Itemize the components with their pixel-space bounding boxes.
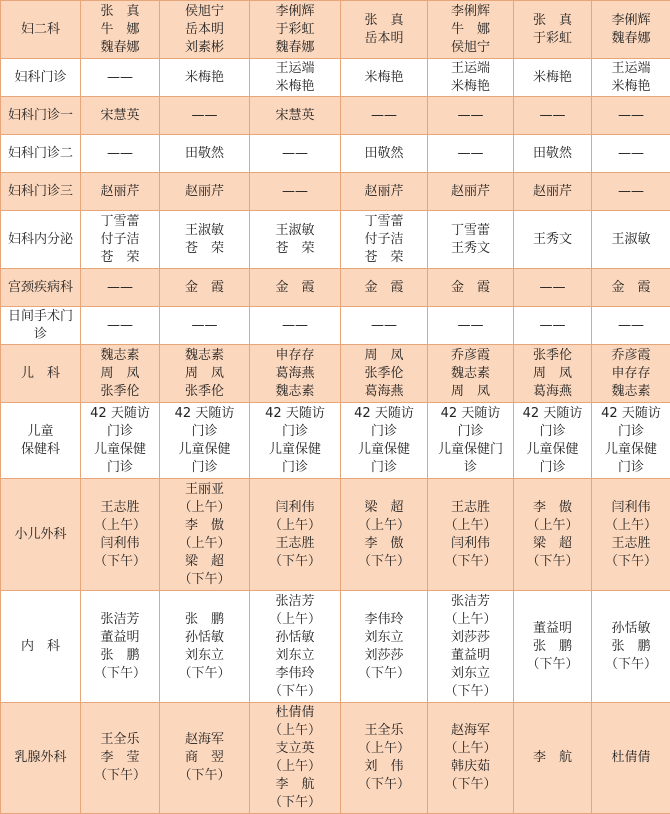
department-cell: 日间手术门诊 bbox=[1, 307, 81, 345]
table-row bbox=[1, 703, 670, 814]
doctor-cell: —— bbox=[592, 173, 670, 211]
doctor-cell: 李俐辉 牛 娜 侯旭宁 bbox=[428, 1, 514, 59]
table-row bbox=[1, 1, 670, 59]
department-cell: 妇科门诊三 bbox=[1, 173, 81, 211]
table-row bbox=[1, 211, 670, 269]
department-cell: 妇科门诊 bbox=[1, 59, 81, 97]
doctor-cell: 田敬然 bbox=[160, 135, 250, 173]
doctor-cell: 42 天随访 门诊 儿童保健 门诊 bbox=[514, 403, 592, 479]
doctor-cell: 申存存 葛海燕 魏志素 bbox=[250, 345, 341, 403]
doctor-cell: —— bbox=[250, 173, 341, 211]
doctor-cell: —— bbox=[514, 97, 592, 135]
schedule-body bbox=[1, 1, 670, 814]
table-row bbox=[1, 403, 670, 479]
department-cell: 儿 科 bbox=[1, 345, 81, 403]
doctor-cell: —— bbox=[341, 97, 428, 135]
doctor-cell: 金 霞 bbox=[250, 269, 341, 307]
doctor-cell: 丁雪蕾 王秀文 bbox=[428, 211, 514, 269]
doctor-cell: 王淑敏 苍 荣 bbox=[250, 211, 341, 269]
doctor-cell: 王运端 米梅艳 bbox=[592, 59, 670, 97]
doctor-cell: 宋慧英 bbox=[250, 97, 341, 135]
doctor-cell: 王丽亚 （上午） 李 傲 （上午） 梁 超 （下午） bbox=[160, 479, 250, 591]
doctor-cell: 张 鹏 孙恬敏 刘东立 （下午） bbox=[160, 591, 250, 703]
doctor-cell: 李 傲 （上午） 梁 超 （下午） bbox=[514, 479, 592, 591]
doctor-cell: 王志胜 （上午） 闫利伟 （下午） bbox=[428, 479, 514, 591]
doctor-cell: 赵海军 （上午） 韩庆茹 （下午） bbox=[428, 703, 514, 814]
doctor-cell: 42 天随访 门诊 儿童保健 门诊 bbox=[160, 403, 250, 479]
doctor-cell: —— bbox=[428, 135, 514, 173]
table-row bbox=[1, 591, 670, 703]
table-row bbox=[1, 135, 670, 173]
table-row bbox=[1, 479, 670, 591]
doctor-cell: 42 天随访 门诊 儿童保健 门诊 bbox=[592, 403, 670, 479]
doctor-cell: 王运端 米梅艳 bbox=[428, 59, 514, 97]
doctor-cell: 王全乐 （上午） 刘 伟 （下午） bbox=[341, 703, 428, 814]
doctor-cell: 李 航 bbox=[514, 703, 592, 814]
doctor-cell: —— bbox=[592, 97, 670, 135]
doctor-cell: —— bbox=[160, 307, 250, 345]
department-cell: 乳腺外科 bbox=[1, 703, 81, 814]
doctor-cell: 赵丽芹 bbox=[514, 173, 592, 211]
doctor-cell: —— bbox=[250, 307, 341, 345]
doctor-cell: 梁 超 （上午） 李 傲 （下午） bbox=[341, 479, 428, 591]
doctor-cell: 闫利伟 （上午） 王志胜 （下午） bbox=[592, 479, 670, 591]
doctor-cell: 田敬然 bbox=[341, 135, 428, 173]
doctor-cell: —— bbox=[592, 307, 670, 345]
doctor-cell: 王运端 米梅艳 bbox=[250, 59, 341, 97]
doctor-cell: 金 霞 bbox=[341, 269, 428, 307]
doctor-cell: 张季伦 周 凤 葛海燕 bbox=[514, 345, 592, 403]
table-row bbox=[1, 269, 670, 307]
department-cell: 儿童 保健科 bbox=[1, 403, 81, 479]
doctor-cell: 金 霞 bbox=[428, 269, 514, 307]
doctor-cell: 王全乐 李 莹 （下午） bbox=[81, 703, 160, 814]
department-cell: 小儿外科 bbox=[1, 479, 81, 591]
doctor-cell: 张洁芳 （上午） 孙恬敏 刘东立 李伟玲 （下午） bbox=[250, 591, 341, 703]
doctor-cell: 42 天随访 门诊 儿童保健 门诊 bbox=[250, 403, 341, 479]
doctor-cell: 金 霞 bbox=[592, 269, 670, 307]
department-cell: 宫颈疾病科 bbox=[1, 269, 81, 307]
doctor-cell: 李俐辉 于彩虹 魏春娜 bbox=[250, 1, 341, 59]
doctor-cell: 闫利伟 （上午） 王志胜 （下午） bbox=[250, 479, 341, 591]
doctor-cell: 赵丽芹 bbox=[341, 173, 428, 211]
table-row bbox=[1, 97, 670, 135]
department-cell: 妇科门诊二 bbox=[1, 135, 81, 173]
doctor-cell: 赵丽芹 bbox=[428, 173, 514, 211]
doctor-cell: 孙恬敏 张 鹏 （下午） bbox=[592, 591, 670, 703]
table-row bbox=[1, 345, 670, 403]
doctor-cell: 乔彦霞 魏志素 周 凤 bbox=[428, 345, 514, 403]
doctor-cell: 张 真 牛 娜 魏春娜 bbox=[81, 1, 160, 59]
doctor-cell: 魏志素 周 凤 张季伦 bbox=[81, 345, 160, 403]
doctor-cell: —— bbox=[81, 135, 160, 173]
doctor-cell: 王淑敏 bbox=[592, 211, 670, 269]
doctor-cell: —— bbox=[592, 135, 670, 173]
doctor-cell: 赵丽芹 bbox=[160, 173, 250, 211]
department-cell: 妇二科 bbox=[1, 1, 81, 59]
doctor-cell: —— bbox=[514, 269, 592, 307]
doctor-cell: 张洁芳 （上午） 刘莎莎 董益明 刘东立 （下午） bbox=[428, 591, 514, 703]
doctor-cell: —— bbox=[341, 307, 428, 345]
doctor-cell: —— bbox=[160, 97, 250, 135]
doctor-cell: 王秀文 bbox=[514, 211, 592, 269]
table-row bbox=[1, 307, 670, 345]
doctor-cell: 周 凤 张季伦 葛海燕 bbox=[341, 345, 428, 403]
table-row bbox=[1, 59, 670, 97]
doctor-cell: —— bbox=[81, 59, 160, 97]
doctor-cell: —— bbox=[81, 307, 160, 345]
doctor-cell: 张 真 岳本明 bbox=[341, 1, 428, 59]
doctor-cell: 魏志素 周 凤 张季伦 bbox=[160, 345, 250, 403]
doctor-cell: 丁雪蕾 付子洁 苍 荣 bbox=[81, 211, 160, 269]
doctor-cell: —— bbox=[250, 135, 341, 173]
doctor-cell: 李伟玲 刘东立 刘莎莎 （下午） bbox=[341, 591, 428, 703]
doctor-cell: 米梅艳 bbox=[341, 59, 428, 97]
doctor-cell: 赵海军 商 翌 （下午） bbox=[160, 703, 250, 814]
doctor-cell: —— bbox=[81, 269, 160, 307]
doctor-cell: 王淑敏 苍 荣 bbox=[160, 211, 250, 269]
doctor-cell: 张 真 于彩虹 bbox=[514, 1, 592, 59]
doctor-cell: 杜倩倩 bbox=[592, 703, 670, 814]
department-cell: 妇科门诊一 bbox=[1, 97, 81, 135]
doctor-cell: 丁雪蕾 付子洁 苍 荣 bbox=[341, 211, 428, 269]
doctor-cell: —— bbox=[428, 97, 514, 135]
doctor-cell: 42 天随访 门诊 儿童保健 门诊 bbox=[341, 403, 428, 479]
doctor-cell: 赵丽芹 bbox=[81, 173, 160, 211]
doctor-cell: 杜倩倩 （上午） 支立英 （上午） 李 航 （下午） bbox=[250, 703, 341, 814]
doctor-cell: 金 霞 bbox=[160, 269, 250, 307]
doctor-cell: 乔彦霞 申存存 魏志素 bbox=[592, 345, 670, 403]
department-cell: 妇科内分泌 bbox=[1, 211, 81, 269]
doctor-cell: 董益明 张 鹏 （下午） bbox=[514, 591, 592, 703]
doctor-cell: 田敬然 bbox=[514, 135, 592, 173]
doctor-cell: 宋慧英 bbox=[81, 97, 160, 135]
department-cell: 内 科 bbox=[1, 591, 81, 703]
doctor-cell: 42 天随访 门诊 儿童保健 门诊 bbox=[81, 403, 160, 479]
doctor-cell: —— bbox=[514, 307, 592, 345]
doctor-cell: 侯旭宁 岳本明 刘素彬 bbox=[160, 1, 250, 59]
doctor-cell: 王志胜 （上午） 闫利伟 （下午） bbox=[81, 479, 160, 591]
doctor-cell: —— bbox=[428, 307, 514, 345]
table-row bbox=[1, 173, 670, 211]
doctor-cell: 张洁芳 董益明 张 鹏 （下午） bbox=[81, 591, 160, 703]
doctor-cell: 米梅艳 bbox=[514, 59, 592, 97]
doctor-cell: 李俐辉 魏春娜 bbox=[592, 1, 670, 59]
doctor-cell: 42 天随访 门诊 儿童保健门 诊 bbox=[428, 403, 514, 479]
doctor-cell: 米梅艳 bbox=[160, 59, 250, 97]
